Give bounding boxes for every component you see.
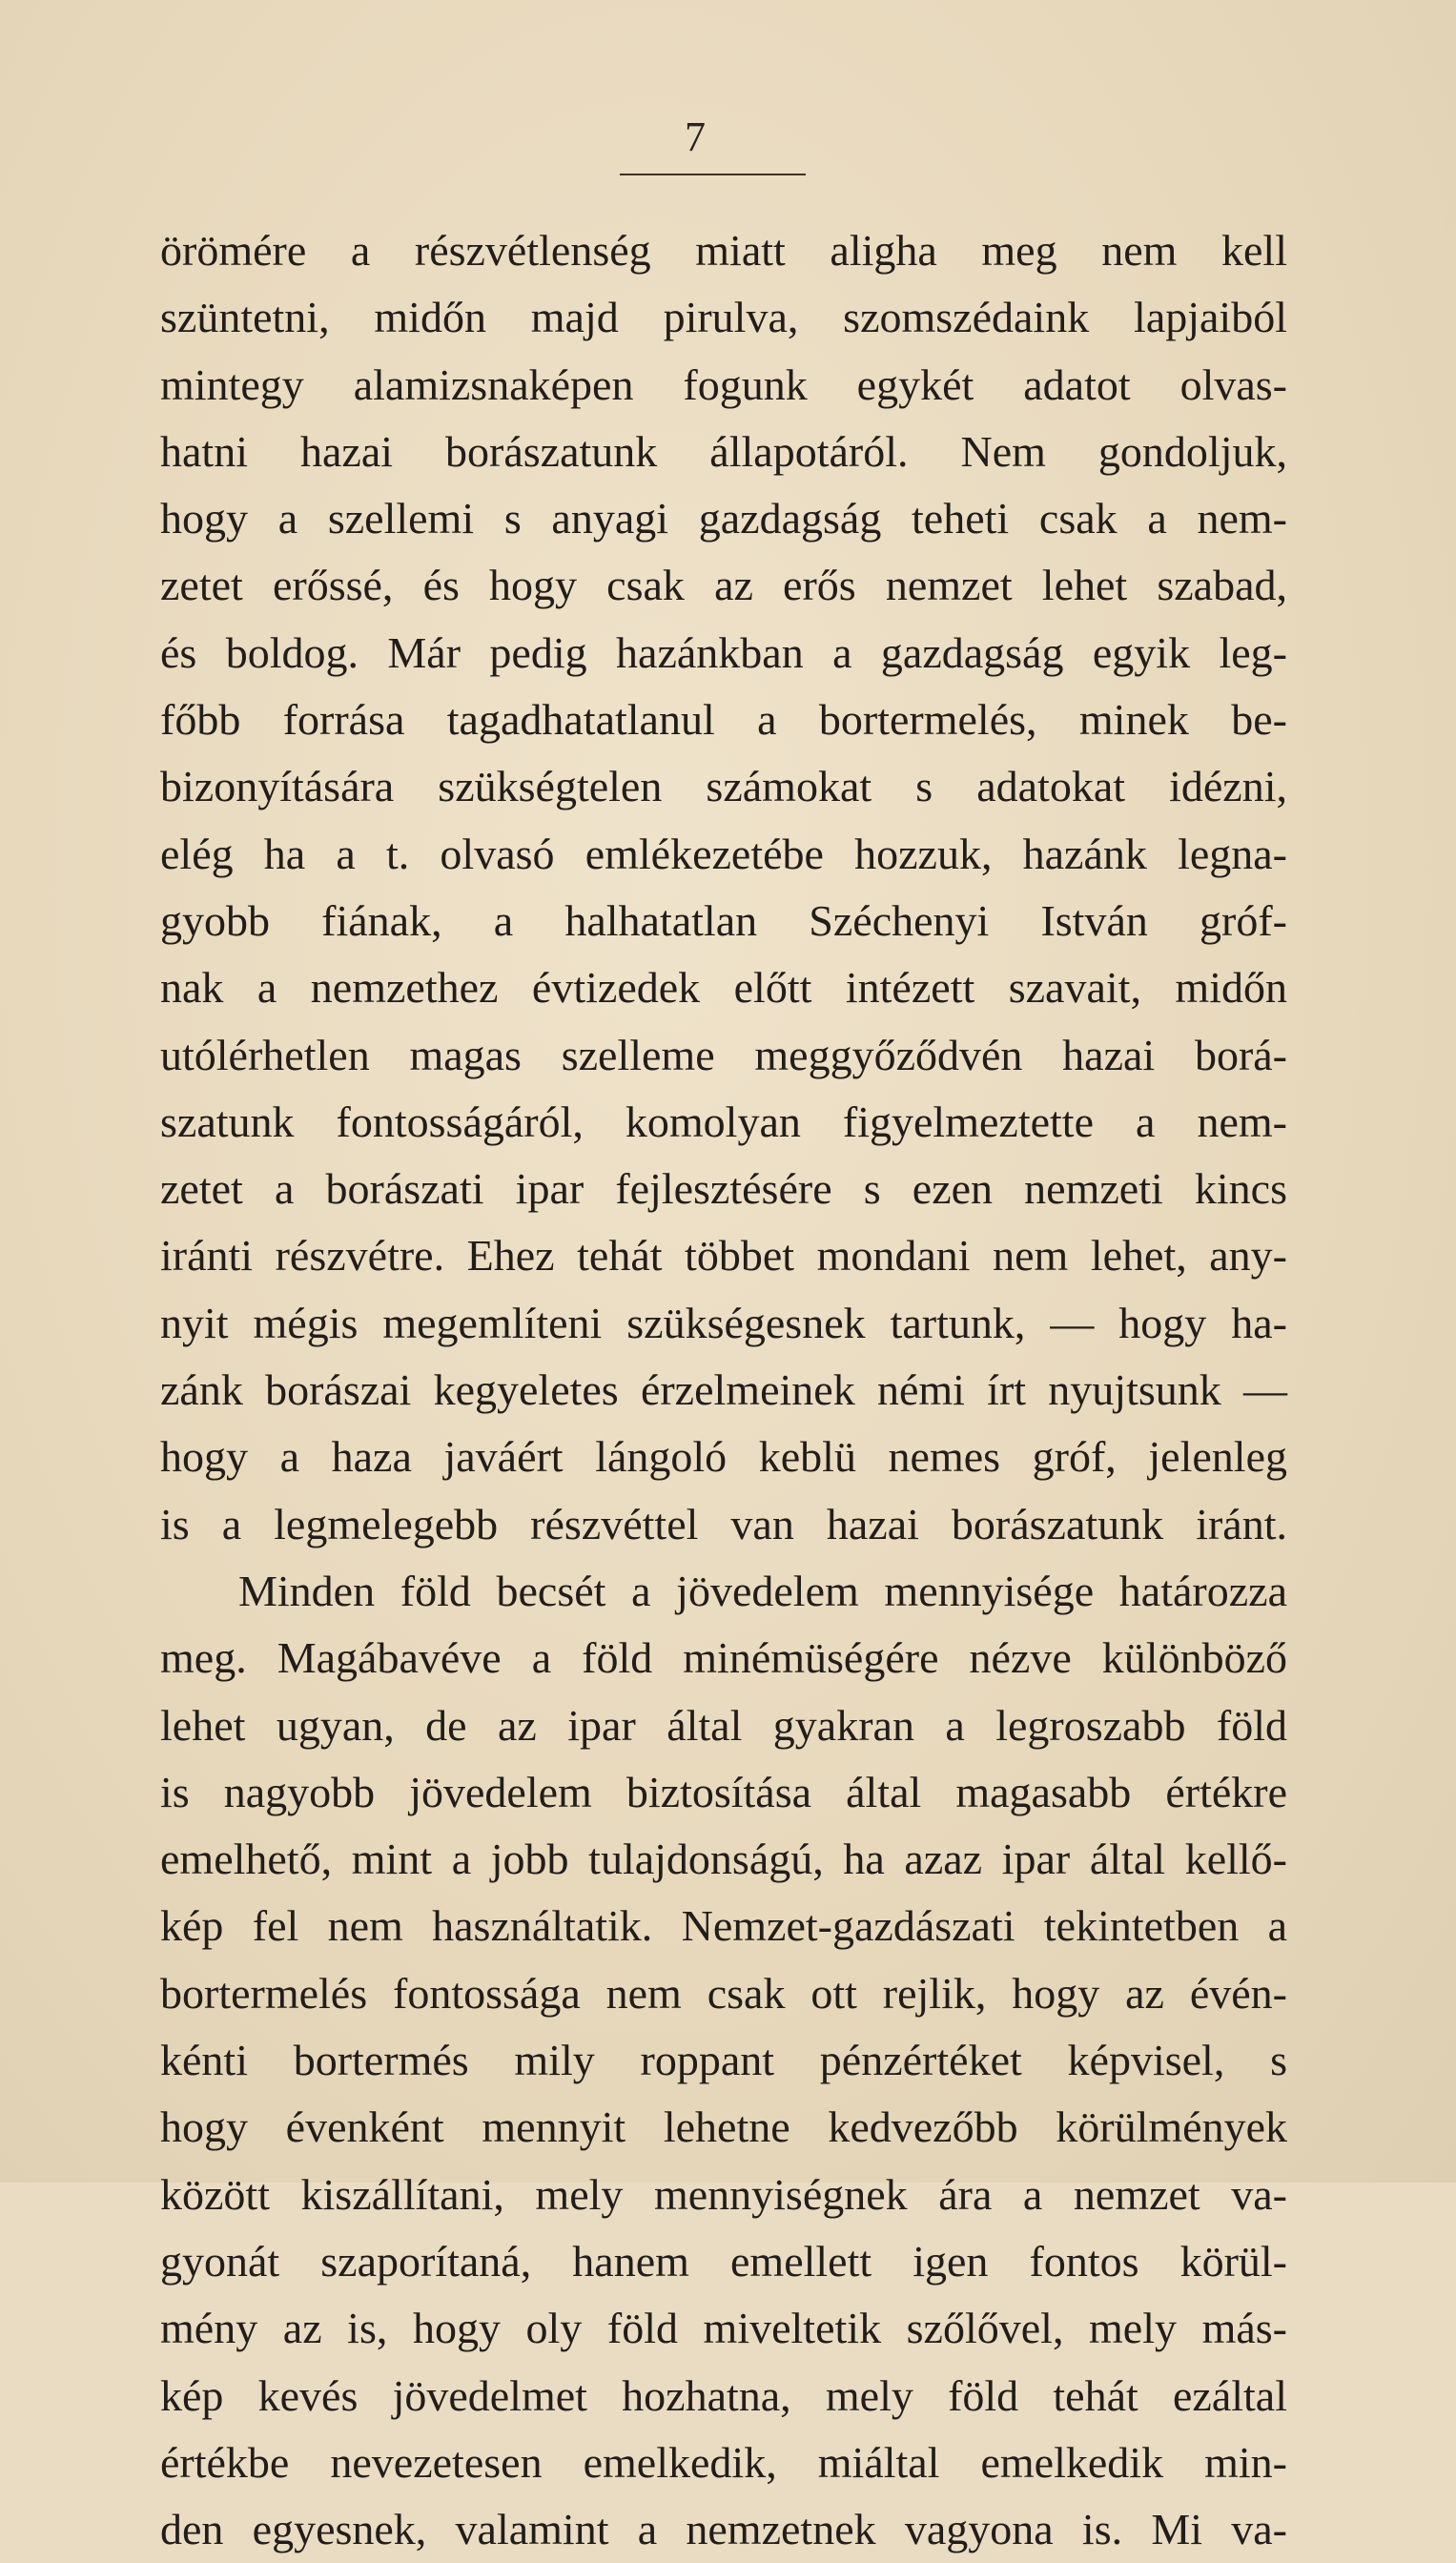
text-line: szatunk fontosságáról, komolyan figyelmeztette a nem-	[160, 1097, 1287, 1146]
text-line: elég ha a t. olvasó emlékezetébe hozzuk, hazánk legna-	[160, 829, 1287, 878]
text-line: bizonyítására szükségtelen számokat s adatokat idézni,	[160, 762, 1287, 811]
text-line: gyobb fiának, a halhatatlan Széchenyi István gróf-	[160, 895, 1287, 945]
body-text	[160, 217, 1287, 2563]
text-line: szüntetni, midőn majd pirulva, szomszédaink lapjaiból	[160, 293, 1287, 342]
text-line: zánk borászai kegyeletes érzelmeinek némi írt nyujtsunk —	[160, 1365, 1287, 1415]
text-line: meg. Magábavéve a föld minémüségére nézve különböző	[160, 1633, 1287, 1683]
text-line: utólérhetlen magas szelleme meggyőződvén hazai borá-	[160, 1030, 1287, 1079]
text-line: hogy évenként mennyit lehetne kedvezőbb körülmények	[160, 2102, 1287, 2152]
text-line: mény az is, hogy oly föld miveltetik szőlővel, mely más-	[160, 2304, 1287, 2353]
text-line: bortermelés fontossága nem csak ott rejlik, hogy az évén-	[160, 1968, 1287, 2018]
page-number: 7	[685, 113, 706, 160]
text-line: zetet erőssé, és hogy csak az erős nemzet lehet szabad,	[160, 561, 1287, 610]
text-line: Minden föld becsét a jövedelem mennyisége határozza	[238, 1566, 1287, 1615]
header-rule	[620, 174, 806, 175]
text-line: is nagyobb jövedelem biztosítása által magasabb értékre	[160, 1767, 1287, 1816]
text-line: nak a nemzethez évtizedek előtt intézett szavait, midőn	[160, 963, 1287, 1013]
text-line: emelhető, mint a jobb tulajdonságú, ha azaz ipar által kellő-	[160, 1835, 1287, 1884]
text-line: kép fel nem használtatik. Nemzet-gazdászati tekintetben a	[160, 1901, 1287, 1951]
text-line: és boldog. Már pedig hazánkban a gazdagság egyik leg-	[160, 627, 1287, 677]
text-line: kénti bortermés mily roppant pénzértéket képvisel, s	[160, 2036, 1287, 2085]
text-line: hogy a szellemi s anyagi gazdagság teheti csak a nem-	[160, 494, 1287, 543]
text-line: is a legmelegebb részvéttel van hazai borászatunk iránt.	[160, 1499, 1287, 1548]
text-line: iránti részvétre. Ehez tehát többet mondani nem lehet, any-	[160, 1231, 1287, 1281]
text-line: nyit mégis megemlíteni szükségesnek tartunk, — hogy ha-	[160, 1298, 1287, 1347]
text-line: gyonát szaporítaná, hanem emellett igen fontos körül-	[160, 2236, 1287, 2286]
text-line: mintegy alamizsnaképen fogunk egykét adatot olvas-	[160, 359, 1287, 409]
text-line: kép kevés jövedelmet hozhatna, mely föld tehát ezáltal	[160, 2370, 1287, 2420]
text-line: zetet a borászati ipar fejlesztésére s ezen nemzeti kincs	[160, 1164, 1287, 1214]
text-line: főbb forrása tagadhatatlanul a bortermelés, minek be-	[160, 695, 1287, 745]
text-line: den egyesnek, valamint a nemzetnek vagyona is. Mi va-	[160, 2505, 1287, 2554]
text-line: lehet ugyan, de az ipar által gyakran a legroszabb föld	[160, 1700, 1287, 1750]
text-line: értékbe nevezetesen emelkedik, miáltal emelkedik min-	[160, 2437, 1287, 2487]
text-line: hogy a haza javáért lángoló keblü nemes gróf, jelenleg	[160, 1432, 1287, 1482]
text-line: hatni hazai borászatunk állapotáról. Nem gondoljuk,	[160, 426, 1287, 476]
text-line: között kiszállítani, mely mennyiségnek ára a nemzet va-	[160, 2169, 1287, 2219]
text-line: örömére a részvétlenség miatt aligha meg nem kell	[160, 226, 1287, 275]
